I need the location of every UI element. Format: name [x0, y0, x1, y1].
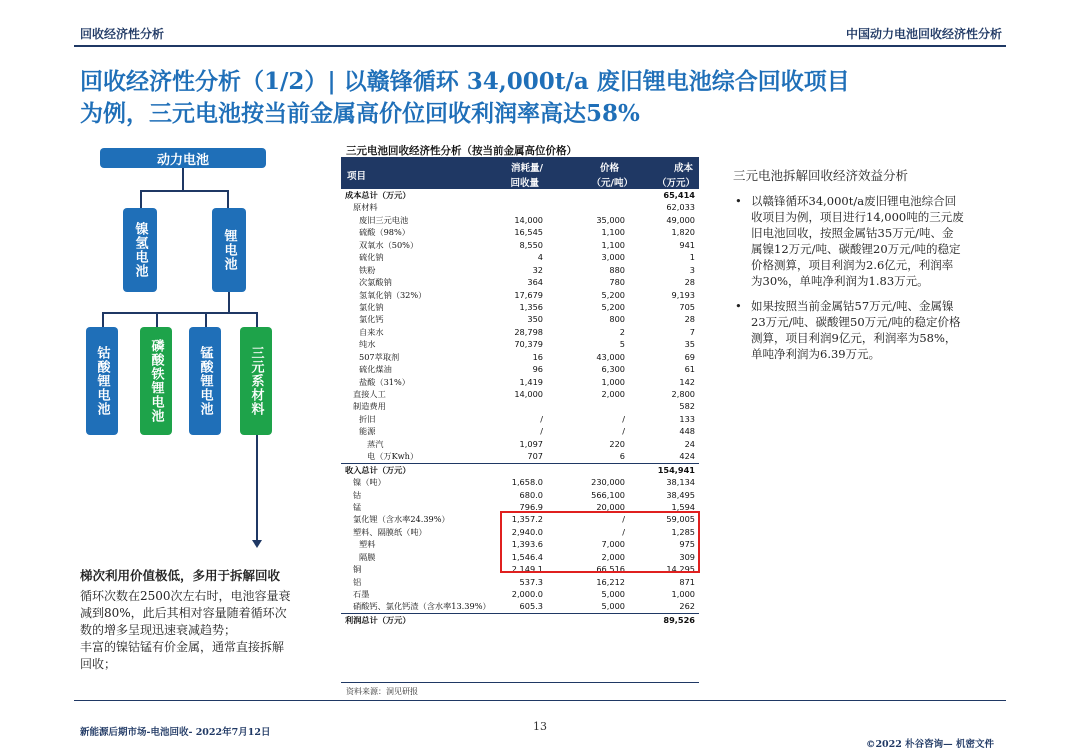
- row-label: 硫酸（98%）: [359, 227, 410, 238]
- row-price: 20,000: [596, 501, 625, 512]
- table-row: [341, 576, 699, 588]
- table-row: [341, 376, 699, 388]
- header-report-title: 中国动力电池回收经济性分析: [845, 27, 1002, 41]
- table-row: [341, 463, 699, 476]
- row-label: 铜: [353, 564, 362, 575]
- row-price: 2: [619, 326, 625, 337]
- header-item: 项目: [347, 171, 367, 182]
- table-row: [341, 289, 699, 301]
- row-amount: 262: [679, 601, 695, 612]
- table-row: [341, 338, 699, 350]
- row-quantity: /: [540, 413, 543, 424]
- row-quantity: 1,419: [519, 376, 543, 387]
- table-row: [341, 201, 699, 213]
- row-price: 6,300: [601, 364, 625, 375]
- table-row: [341, 588, 699, 600]
- row-price: 566,100: [591, 489, 625, 500]
- row-amount: 424: [679, 451, 695, 462]
- row-quantity: 796.9: [519, 501, 543, 512]
- row-label: 硝酸钙、氯化钙渣（含水率13.39%）: [353, 601, 491, 612]
- row-label: 制造费用: [353, 401, 386, 412]
- row-amount: 705: [679, 301, 695, 312]
- bullet-line: 单吨净利润为6.39万元。: [751, 347, 881, 361]
- row-quantity: 350: [527, 314, 543, 325]
- row-quantity: 16: [532, 351, 543, 362]
- row-amount: 2,800: [671, 389, 695, 399]
- row-label: 铝: [353, 576, 362, 587]
- tree-root-node: 动力电池: [100, 148, 266, 168]
- bullet-line: 如果按照当前金属钴57万元/吨、金属镍: [751, 299, 954, 313]
- row-label: 次氯酸钠: [359, 277, 392, 288]
- row-amount: 3: [689, 264, 695, 275]
- bullet-line: 以赣锋循环34,000t/a废旧锂电池综合回: [751, 194, 957, 208]
- table-row: [341, 351, 699, 363]
- row-quantity: 96: [532, 364, 543, 375]
- row-amount: 14,295: [666, 564, 695, 575]
- table-row: [341, 400, 699, 412]
- row-amount: 1,594: [671, 501, 695, 512]
- left-line: 减到80%，此后其相对容量随着循环次: [80, 606, 287, 620]
- table-row: [341, 613, 699, 626]
- table-row: [341, 301, 699, 313]
- row-price: /: [622, 426, 625, 437]
- row-amount: 62,033: [666, 202, 695, 213]
- page-title-line-1: 回收经济性分析（1/2）| 以赣锋循环 34,000t/a 废旧锂电池综合回收项目: [80, 68, 850, 95]
- row-amount: 65,414: [663, 190, 695, 200]
- row-label: 能源: [359, 426, 376, 437]
- table-row: [341, 363, 699, 375]
- row-price: 2,000: [601, 389, 625, 399]
- table-source: 资料来源：洞见研报: [346, 687, 418, 696]
- tree-connector: [256, 312, 258, 327]
- row-amount: 7: [689, 326, 695, 337]
- row-label: 利润总计（万元）: [345, 614, 411, 625]
- row-quantity: 17,679: [514, 289, 543, 300]
- row-price: 880: [609, 264, 625, 275]
- bullet-line: 旧电池回收，按照金属钴35万元/吨、金: [751, 226, 954, 240]
- row-label: 锰: [353, 501, 362, 512]
- row-amount: 38,134: [666, 477, 695, 488]
- table-row: [341, 388, 699, 400]
- bullet-line: 属镍12万元/吨、碳酸锂20万元/吨的稳定: [751, 242, 961, 256]
- tree-node-nimh: 镍氢电池: [123, 208, 157, 292]
- row-label: 塑料、隔膜纸（吨）: [353, 526, 427, 537]
- footer-left: 新能源后期市场-电池回收- 2022年7月12日: [80, 727, 271, 738]
- row-quantity: 2,149.1: [511, 564, 543, 575]
- header-price-line1: 价格: [599, 163, 619, 174]
- left-line: 数的增多呈现迅速衰减趋势；: [80, 623, 237, 637]
- tree-connector: [228, 292, 230, 312]
- tree-node-lfp: 磷酸铁锂电池: [140, 327, 172, 435]
- row-quantity: 2,000.0: [511, 589, 543, 599]
- table-header: [341, 157, 699, 189]
- table-row: [341, 489, 699, 501]
- row-amount: 35: [684, 339, 695, 350]
- tree-connector: [205, 312, 207, 327]
- right-bullet-2: [735, 298, 1005, 368]
- row-quantity: 537.3: [519, 576, 543, 587]
- row-quantity: 1,393.6: [511, 539, 543, 550]
- row-amount: 1,820: [671, 227, 695, 238]
- row-quantity: 707: [527, 451, 543, 462]
- table-row: [341, 450, 699, 462]
- row-label: 硫化钠: [359, 252, 384, 263]
- arrow-down-icon: [252, 540, 262, 548]
- row-amount: 1,000: [671, 589, 695, 599]
- row-amount: 28: [684, 314, 695, 325]
- table-row: [341, 239, 699, 251]
- row-quantity: 1,356: [519, 301, 543, 312]
- row-quantity: 70,379: [514, 339, 543, 350]
- row-label: 成本总计（万元）: [345, 190, 411, 200]
- header-qty-line1: 消耗量/: [511, 163, 543, 174]
- row-quantity: 14,000: [514, 389, 543, 399]
- tree-node-lco: 钴酸锂电池: [86, 327, 118, 435]
- table-row: [341, 326, 699, 338]
- row-price: 7,000: [601, 539, 625, 550]
- row-label: 盐酸（31%）: [359, 376, 410, 387]
- row-quantity: 1,097: [519, 438, 543, 449]
- row-price: 230,000: [591, 477, 625, 488]
- row-label: 收入总计（万元）: [345, 464, 411, 475]
- tree-connector: [140, 190, 228, 192]
- left-line: 回收；: [80, 657, 117, 671]
- table-bottom-rule: [341, 682, 699, 683]
- table-row: [341, 600, 699, 612]
- row-label: 蒸汽: [367, 438, 384, 449]
- row-amount: 941: [679, 239, 695, 250]
- header-qty-line2: 回收量: [510, 178, 539, 189]
- row-amount: 133: [679, 413, 695, 424]
- row-quantity: 16,545: [514, 227, 543, 238]
- row-price: /: [622, 413, 625, 424]
- row-price: 1,100: [601, 239, 625, 250]
- tree-connector: [102, 312, 104, 327]
- row-price: 5,000: [601, 601, 625, 612]
- row-label: 铁粉: [359, 264, 376, 275]
- row-amount: 9,193: [671, 289, 695, 300]
- table-row: [341, 226, 699, 238]
- row-amount: 89,526: [663, 614, 695, 625]
- tree-connector: [140, 190, 142, 208]
- bullet-icon: •: [735, 194, 742, 208]
- row-quantity: 364: [527, 277, 543, 288]
- row-amount: 154,941: [657, 464, 695, 475]
- row-price: 5: [619, 339, 625, 350]
- left-heading: 梯次利用价值极低，多用于拆解回收: [80, 568, 281, 583]
- table-row: [341, 214, 699, 226]
- row-quantity: 1,546.4: [511, 551, 543, 562]
- tree-connector: [182, 168, 184, 190]
- row-price: 43,000: [596, 351, 625, 362]
- table-row: [341, 251, 699, 263]
- highlight-box: [500, 511, 700, 573]
- row-price: 3,000: [601, 252, 625, 263]
- row-label: 自来水: [359, 326, 384, 337]
- row-label: 钴: [353, 489, 362, 500]
- bullet-line: 为30%，单吨净利润为1.83万元。: [751, 274, 929, 288]
- row-quantity: /: [540, 426, 543, 437]
- row-amount: 975: [679, 539, 695, 550]
- header-divider: [74, 45, 1006, 47]
- row-price: 2,000: [601, 551, 625, 562]
- tree-node-lithium: 锂电池: [212, 208, 246, 292]
- left-line: 循环次数在2500次左右时，电池容量衰: [80, 589, 291, 603]
- header-cost-line1: 成本: [673, 163, 693, 174]
- row-label: 氯化钠: [359, 301, 384, 312]
- header-price-line2: （元/吨）: [591, 178, 633, 189]
- bullet-line: 23万元/吨、碳酸锂50万元/吨的稳定价格: [751, 315, 961, 329]
- table-row: [341, 438, 699, 450]
- page-title-line-2: 为例，三元电池按当前金属高价位回收利润率高达58%: [80, 100, 640, 127]
- row-label: 纯水: [359, 339, 376, 350]
- row-amount: 1,285: [671, 526, 695, 537]
- row-amount: 28: [684, 277, 695, 288]
- table-row: [341, 476, 699, 488]
- row-label: 氯化钙: [359, 314, 384, 325]
- footer-copyright: ©2022 朴谷咨询— 机密文件: [865, 739, 994, 750]
- row-label: 塑料: [359, 539, 376, 550]
- row-quantity: 14,000: [514, 214, 543, 225]
- tree-connector: [156, 312, 158, 327]
- table-row: [341, 425, 699, 437]
- row-quantity: 8,550: [519, 239, 543, 250]
- header-cost-line2: （万元）: [656, 178, 695, 189]
- row-quantity: 605.3: [519, 601, 543, 612]
- row-price: 6: [619, 451, 625, 462]
- row-amount: 59,005: [666, 514, 695, 525]
- row-label: 电（万Kwh）: [367, 451, 419, 462]
- tree-node-lmo: 锰酸锂电池: [189, 327, 221, 435]
- row-label: 石墨: [353, 589, 370, 599]
- row-price: 220: [609, 438, 625, 449]
- row-price: 16,212: [596, 576, 625, 587]
- row-amount: 61: [684, 364, 695, 375]
- row-label: 废旧三元电池: [359, 214, 409, 225]
- row-price: /: [622, 514, 625, 525]
- row-amount: 448: [679, 426, 695, 437]
- row-price: 5,200: [601, 289, 625, 300]
- row-label: 氯化锂（含水率24.39%）: [353, 514, 450, 525]
- page-title: [80, 66, 1000, 130]
- row-amount: 24: [684, 438, 695, 449]
- left-paragraph: [80, 588, 330, 673]
- row-price: 5,000: [601, 589, 625, 599]
- table-row: [341, 264, 699, 276]
- row-price: /: [622, 526, 625, 537]
- row-quantity: 1,357.2: [511, 514, 543, 525]
- bullet-icon: •: [735, 299, 742, 313]
- row-quantity: 2,940.0: [511, 526, 543, 537]
- row-label: 镍（吨）: [353, 477, 386, 488]
- row-price: 800: [609, 314, 625, 325]
- row-label: 原材料: [353, 202, 378, 213]
- tree-connector: [227, 190, 229, 208]
- left-line: 丰富的镍钴锰有价金属，通常直接拆解: [80, 640, 285, 654]
- bullet-line: 价格测算，项目利润为2.6亿元，利润率: [751, 258, 954, 272]
- row-price: 1,100: [601, 227, 625, 238]
- row-price: 66,516: [596, 564, 625, 575]
- row-label: 隔膜: [359, 551, 376, 562]
- row-price: 5,200: [601, 301, 625, 312]
- row-label: 硫化煤油: [359, 364, 392, 375]
- bullet-line: 收项目为例，项目进行14,000吨的三元废: [751, 210, 964, 224]
- right-bullet-1: [735, 193, 1005, 293]
- row-label: 507萃取剂: [359, 351, 400, 362]
- row-label: 直接人工: [353, 389, 386, 399]
- table-row: [341, 413, 699, 425]
- row-amount: 69: [684, 351, 695, 362]
- right-heading: 三元电池拆解回收经济效益分析: [733, 168, 909, 183]
- row-price: 35,000: [596, 214, 625, 225]
- row-amount: 582: [679, 401, 695, 412]
- row-label: 折旧: [359, 413, 376, 424]
- row-amount: 38,495: [666, 489, 695, 500]
- page-number: 13: [533, 720, 547, 733]
- tree-node-ternary: 三元系材料: [240, 327, 272, 435]
- row-price: 780: [609, 277, 625, 288]
- row-amount: 871: [679, 576, 695, 587]
- tree-arrow-line: [256, 435, 258, 541]
- row-label: 氢氧化钠（32%）: [359, 289, 427, 300]
- row-quantity: 28,798: [514, 326, 543, 337]
- row-amount: 1: [689, 252, 695, 263]
- table-title: 三元电池回收经济性分析（按当前金属高位价格）: [346, 145, 577, 157]
- tree-connector: [102, 312, 258, 314]
- row-amount: 142: [679, 376, 695, 387]
- row-price: 1,000: [601, 376, 625, 387]
- row-quantity: 1,658.0: [511, 477, 543, 488]
- table-row: [341, 189, 699, 201]
- table-row: [341, 276, 699, 288]
- row-label: 双氧水（50%）: [359, 239, 419, 250]
- row-amount: 309: [679, 551, 695, 562]
- row-amount: 49,000: [666, 214, 695, 225]
- table-row: [341, 313, 699, 325]
- row-quantity: 4: [537, 252, 543, 263]
- row-quantity: 680.0: [519, 489, 543, 500]
- header-section-label: 回收经济性分析: [80, 27, 165, 41]
- bullet-line: 测算，项目利润9亿元，利润率为58%，: [751, 331, 957, 345]
- row-quantity: 32: [532, 264, 543, 275]
- footer-divider: [74, 700, 1006, 701]
